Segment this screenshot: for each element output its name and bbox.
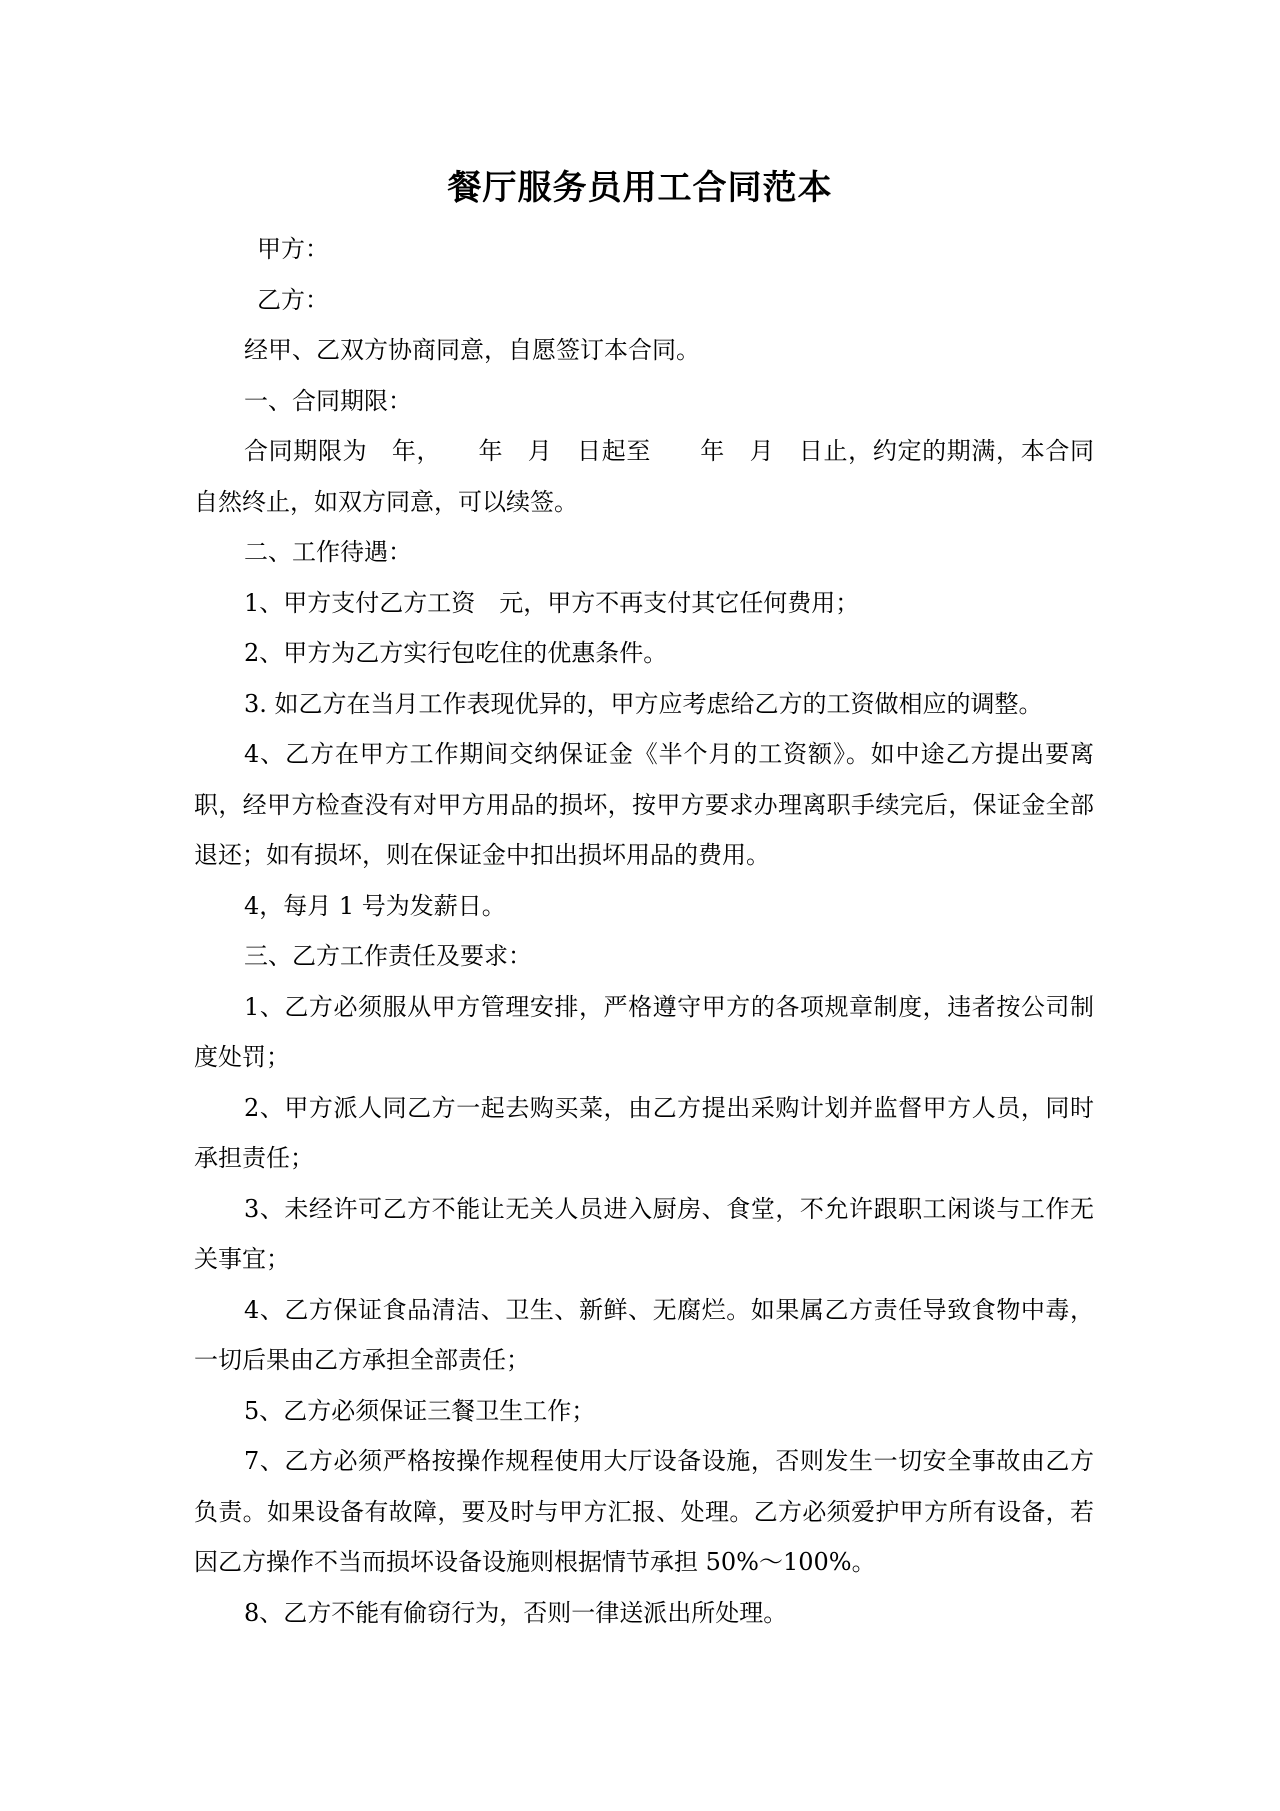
paragraph-duty-2: 2、甲方派人同乙方一起去购买菜，由乙方提出采购计划并监督甲方人员，同时承担责任； <box>194 1093 1094 1172</box>
paragraph-duty-8: 8、乙方不能有偷窃行为，否则一律送派出所处理。 <box>244 1598 788 1627</box>
paragraph-duty-1: 1、乙方必须服从甲方管理安排，严格遵守甲方的各项规章制度，违者按公司制度处罚； <box>194 992 1094 1071</box>
paragraph-duty-7: 7、乙方必须严格按操作规程使用大厅设备设施，否则发生一切安全事故由乙方负责。如果设备有故障，要及时与甲方汇报、处理。乙方必须爱护甲方所有设备，若因乙方操作不当而损坏设备设施则根据情节承担 50%～100%。 <box>194 1447 1094 1576</box>
paragraph-duty-3: 3、未经许可乙方不能让无关人员进入厨房、食堂，不允许跟职工闲谈与工作无关事宜； <box>194 1194 1094 1273</box>
paragraph-duty-5: 5、乙方必须保证三餐卫生工作； <box>244 1396 596 1425</box>
paragraph-term-detail: 合同期限为 年， 年 月 日起至 年 月 日止，约定的期满，本合同自然终止，如双方同意，可以续签。 <box>194 437 1094 516</box>
paragraph-pay-3: 3. 如乙方在当月工作表现优异的，甲方应考虑给乙方的工资做相应的调整。 <box>244 689 1043 718</box>
paragraph-payday: 4，每月 1 号为发薪日。 <box>244 891 506 920</box>
intro-paragraph: 经甲、乙双方协商同意，自愿签订本合同。 <box>244 336 700 364</box>
section-heading-duties: 三、乙方工作责任及要求： <box>244 942 532 970</box>
paragraph-duty-4: 4、乙方保证食品清洁、卫生、新鲜、无腐烂。如果属乙方责任导致食物中毒，一切后果由乙方承担全部责任； <box>194 1295 1094 1374</box>
paragraph-pay-4: 4、乙方在甲方工作期间交纳保证金《半个月的工资额》。如中途乙方提出要离职，经甲方检查没有对甲方用品的损坏，按甲方要求办理离职手续完后，保证金全部退还；如有损坏，则在保证金中扣出损坏用品的费用。 <box>194 740 1094 869</box>
party-a-line: 甲方： <box>257 235 329 263</box>
section-heading-term: 一、合同期限： <box>244 386 412 415</box>
document-body <box>194 224 1094 1638</box>
paragraph-pay-2: 2、甲方为乙方实行包吃住的优惠条件。 <box>244 639 668 667</box>
section-heading-pay: 二、工作待遇： <box>244 538 412 566</box>
party-b-line: 乙方： <box>257 285 329 314</box>
document-title: 餐厅服务员用工合同范本 <box>447 168 833 208</box>
paragraph-pay-1: 1、甲方支付乙方工资 元，甲方不再支付其它任何费用； <box>244 588 860 617</box>
